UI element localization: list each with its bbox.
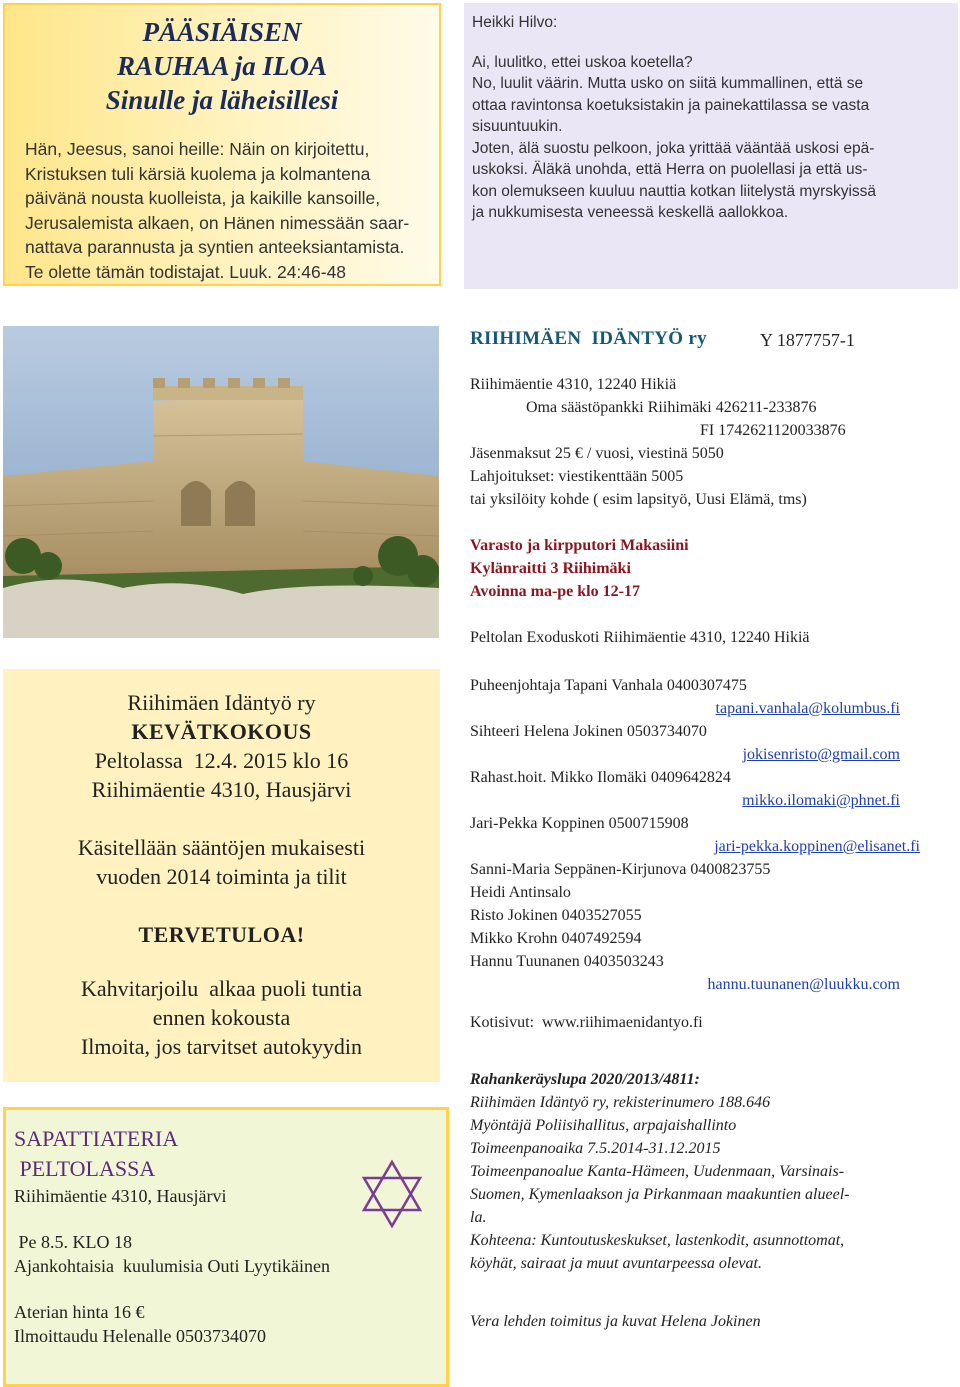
spring-meeting-box: Riihimäen Idäntyö ry KEVÄTKOKOUS Peltolassa 12.4. 2015 klo 16 Riihimäentie 4310, Hausjärvi Käsitellään sääntöjen mukaisesti vuoden 2014 toiminta ja tilit TERVETULOA! Kahvitarjoilu alkaa puoli tuntia ennen kokousta Ilmoita, jos tarvitset autokyydin — [3, 669, 440, 1082]
credits: Vera lehden toimitus ja kuvat Helena Jokinen — [470, 1313, 761, 1330]
sabbath-address: Riihimäentie 4310, Hausjärvi — [14, 1186, 227, 1206]
homepage[interactable]: Kotisivut: www.riihimaenidantyo.fi — [470, 1014, 703, 1031]
sabbath-meal-box — [3, 1107, 449, 1387]
quote-box — [464, 3, 958, 289]
board-contacts — [470, 674, 950, 1034]
member-contact: Mikko Krohn 0407492594 — [470, 930, 642, 947]
member-contact: Heidi Antinsalo — [470, 884, 571, 901]
sabbath-program: Ajankohtaisia kuulumisia Outi Lyytikäinen — [14, 1256, 330, 1276]
quote-line: sisuuntuukin. — [472, 118, 563, 135]
fundraising-permit: Rahankeräyslupa 2020/2013/4811: Riihimäen Idäntyö ry, rekisterinumero 188.646 Myöntäjä Poliisihallitus, arpajaishallinto Toimeenpanoaika 7.5.2014-31.12.2015 Toimeenpanoalue Kanta-Hämeen, Uudenmaan, Varsinais- Suomen, Kymenlaakson ja Pirkanmaan maakuntien alueel- la. Kohteena: Kuntoutuskeskukset, lastenkodit, asunnottomat, köyhät, sairaat ja muut avuntarpeessa olevat. Vera lehden toimitus ja kuvat Helena Jokinen — [470, 1068, 944, 1333]
chair-contact: Puheenjohtaja Tapani Vanhala 0400307475 — [470, 677, 747, 694]
golden-gate-photo — [3, 326, 439, 638]
quote-line: ja nukkumisesta veneessä keskellä aallokkoa. — [472, 204, 789, 221]
store-address: Kylänraitti 3 Riihimäki — [470, 560, 631, 577]
quote-line: kon olemukseen kuuluu nauttia kotkan liitelystä myrskyissä — [472, 182, 877, 200]
donations-info: Lahjoitukset: viestikenttään 5005 — [470, 468, 684, 485]
sabbath-time: Pe 8.5. KLO 18 — [14, 1232, 132, 1252]
quote-line: No, luulit väärin. Mutta usko on siitä kummallinen, että se — [472, 75, 864, 92]
bank-account: Oma säästöpankki Riihimäki 426211-233876 — [526, 399, 817, 416]
association-name: RIIHIMÄEN IDÄNTYÖ ry — [470, 328, 707, 349]
welcome-text: TERVETULOA! — [138, 922, 305, 947]
secretary-contact: Sihteeri Helena Jokinen 0503734070 — [470, 723, 707, 740]
permit-title: Rahankeräyslupa 2020/2013/4811: — [470, 1071, 700, 1088]
store-name: Varasto ja kirpputori Makasiini — [470, 537, 689, 554]
secretary-email-link[interactable]: jokisenristo@gmail.com — [742, 746, 900, 763]
quote-line: Joten, älä suostu pelkoon, joka yrittää vääntää uskosi epä- — [472, 139, 875, 157]
quote-line: uskoksi. Äläkä unohda, että Herra on puolellasi ja että us- — [472, 161, 868, 178]
easter-title: PÄÄSIÄISEN RAUHAA ja ILOA Sinulle ja läheisillesi — [105, 17, 339, 115]
quote-line: ottaa ravintonsa koetuksistakin ja painekattilassa se vasta — [472, 96, 870, 114]
star-of-david-icon — [356, 1158, 428, 1230]
easter-greeting-box — [3, 3, 441, 286]
iban: FI 1742621120033876 — [700, 422, 846, 439]
business-id: Y 1877757-1 — [760, 330, 855, 350]
membership-fee: Jäsenmaksut 25 € / vuosi, viestinä 5050 — [470, 445, 724, 462]
sabbath-signup: Ilmoittaudu Helenalle 0503734070 — [14, 1326, 266, 1346]
association-info — [470, 327, 950, 649]
sabbath-location: PELTOLASSA — [14, 1156, 156, 1181]
donations-info-2: tai yksilöity kohde ( esim lapsityö, Uusi Elämä, tms) — [470, 491, 807, 508]
chair-email-link[interactable]: tapani.vanhala@kolumbus.fi — [715, 700, 900, 717]
member-contact: Jari-Pekka Koppinen 0500715908 — [470, 815, 689, 832]
member-email-link[interactable]: jari-pekka.koppinen@elisanet.fi — [714, 838, 920, 855]
member-email[interactable]: hannu.tuunanen@luukku.com — [707, 976, 900, 993]
bible-verse: Hän, Jeesus, sanoi heille: Näin on kirjoitettu, Kristuksen tuli kärsiä kuolema ja kolmantena päivänä nousta kuolleista, ja kaikille kansoille, Jerusalemista alkaen, on Hänen nimessään saar- nattava parannusta ja syntien anteeksiantamista. Te olette tämän todistajat. Luuk. 24:46-48 — [25, 139, 410, 282]
member-contact: Sanni-Maria Seppänen-Kirjunova 0400823755 — [470, 861, 771, 878]
sabbath-title: SAPATTIATERIA — [14, 1126, 179, 1151]
quote-author: Heikki Hilvo: — [472, 14, 558, 31]
association-address: Riihimäentie 4310, 12240 Hikiä — [470, 376, 677, 393]
treasurer-contact: Rahast.hoit. Mikko Ilomäki 0409642824 — [470, 769, 731, 786]
member-contact: Hannu Tuunanen 0403503243 — [470, 953, 664, 970]
quote-line: Ai, luulitko, ettei uskoa koetella? — [472, 53, 693, 71]
sabbath-price: Aterian hinta 16 € — [14, 1302, 145, 1322]
member-contact: Risto Jokinen 0403527055 — [470, 907, 642, 924]
exodus-home-address: Peltolan Exoduskoti Riihimäentie 4310, 12240 Hikiä — [470, 629, 810, 646]
treasurer-email-link[interactable]: mikko.ilomaki@phnet.fi — [742, 792, 900, 809]
meeting-title: KEVÄTKOKOUS — [131, 719, 312, 744]
store-hours: Avoinna ma-pe klo 12-17 — [470, 583, 640, 600]
